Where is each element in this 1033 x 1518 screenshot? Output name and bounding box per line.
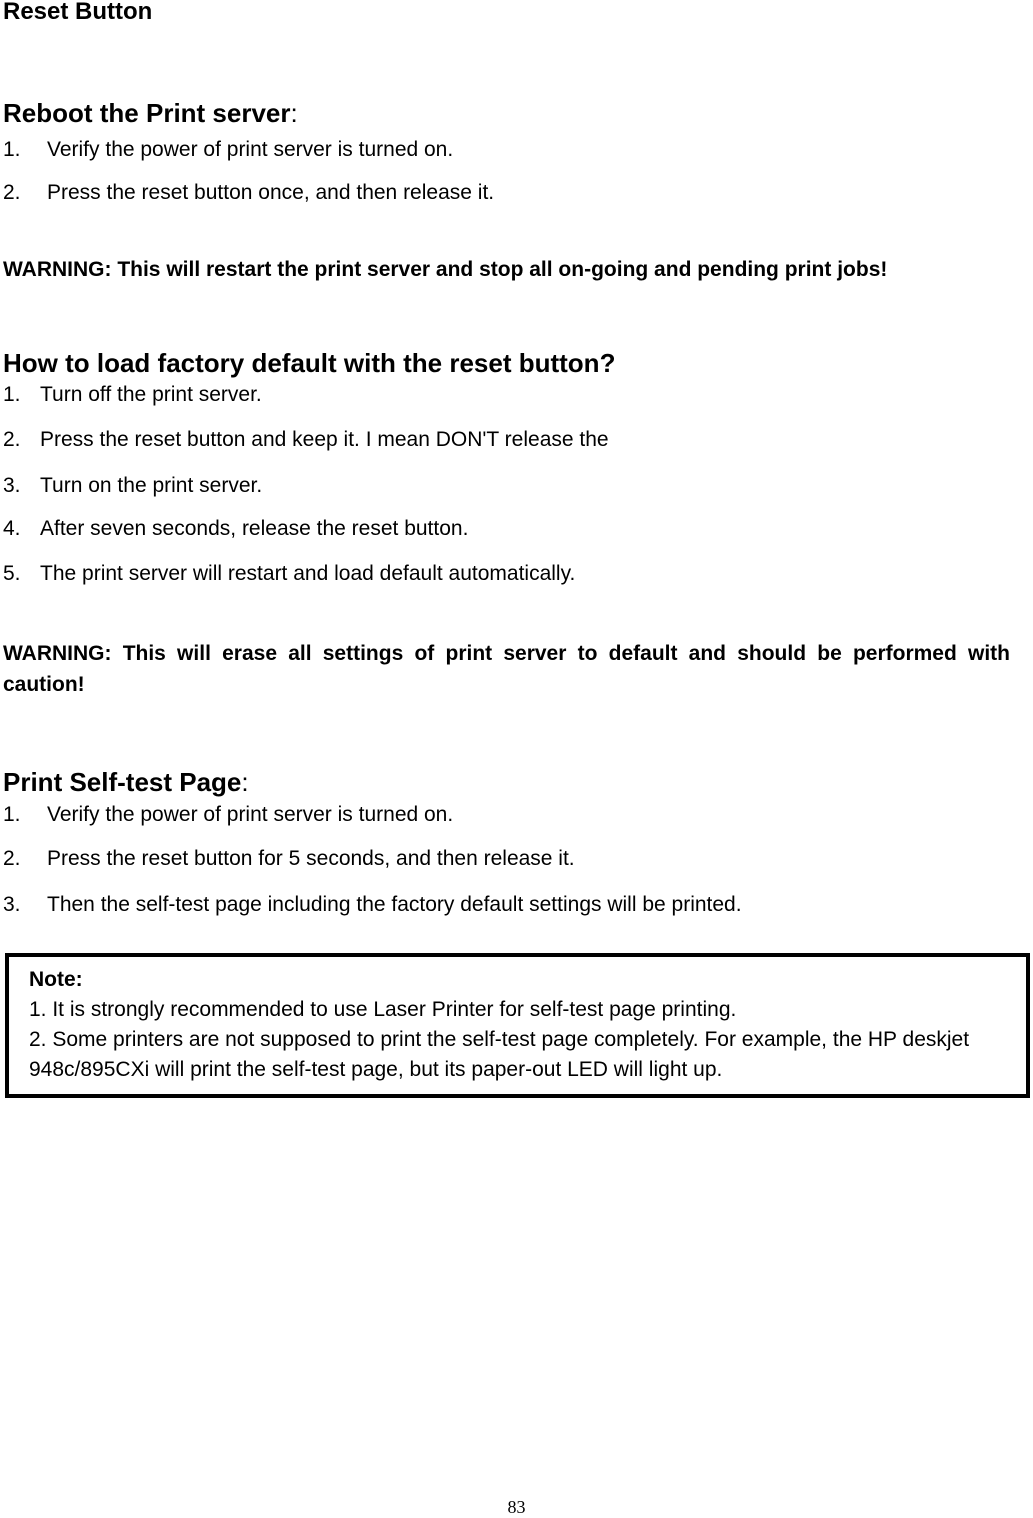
selftest-heading-text: Print Self-test Page (3, 767, 242, 797)
factory-step-5-number: 5. (3, 562, 21, 585)
reboot-heading-colon: : (290, 98, 298, 128)
page-number: 83 (507, 1497, 526, 1517)
reboot-step-1-text: Verify the power of print server is turned on. (47, 138, 454, 161)
factory-step-2-text: Press the reset button and keep it. I mean DON'T release the (40, 428, 609, 451)
selftest-heading-colon: : (241, 767, 249, 797)
factory-step-3-text: Turn on the print server. (40, 474, 263, 497)
reboot-heading-text: Reboot the Print server (3, 98, 291, 128)
selftest-heading (3, 767, 249, 798)
selftest-step-1-number: 1. (3, 803, 21, 826)
factory-step-5-text: The print server will restart and load default automatically. (40, 562, 576, 585)
selftest-step-3-number: 3. (3, 893, 21, 916)
page-title: Reset Button (3, 0, 153, 25)
factory-step-4-number: 4. (3, 517, 21, 540)
reboot-warning: WARNING: This will restart the print server and stop all on-going and pending print jobs! (3, 258, 888, 281)
factory-step-3-number: 3. (3, 474, 21, 497)
factory-heading: How to load factory default with the reset button? (3, 348, 616, 378)
selftest-step-3-text: Then the self-test page including the factory default settings will be printed. (47, 893, 742, 916)
reboot-step-1-number: 1. (3, 138, 21, 161)
selftest-step-1-text: Verify the power of print server is turned on. (47, 803, 454, 826)
note-title: Note: (29, 968, 83, 991)
factory-step-1-text: Turn off the print server. (40, 383, 262, 406)
factory-warning: WARNING: This will erase all settings of print server to default and should be performed with caution! (3, 642, 1010, 696)
reboot-heading (3, 98, 298, 129)
note-box (5, 953, 1030, 1098)
factory-step-1-number: 1. (3, 383, 21, 406)
note-line-2: 2. Some printers are not supposed to print the self-test page completely. For example, the HP deskjet 948c/895CXi will print the self-test page, but its paper-out LED will light up. (29, 1028, 970, 1081)
reboot-step-2-number: 2. (3, 181, 21, 204)
factory-step-4-text: After seven seconds, release the reset button. (40, 517, 469, 540)
selftest-step-2-text: Press the reset button for 5 seconds, and then release it. (47, 847, 575, 870)
reboot-step-2-text: Press the reset button once, and then release it. (47, 181, 495, 204)
note-line-1: 1. It is strongly recommended to use Laser Printer for self-test page printing. (29, 998, 737, 1021)
factory-step-2-number: 2. (3, 428, 21, 451)
selftest-step-2-number: 2. (3, 847, 21, 870)
